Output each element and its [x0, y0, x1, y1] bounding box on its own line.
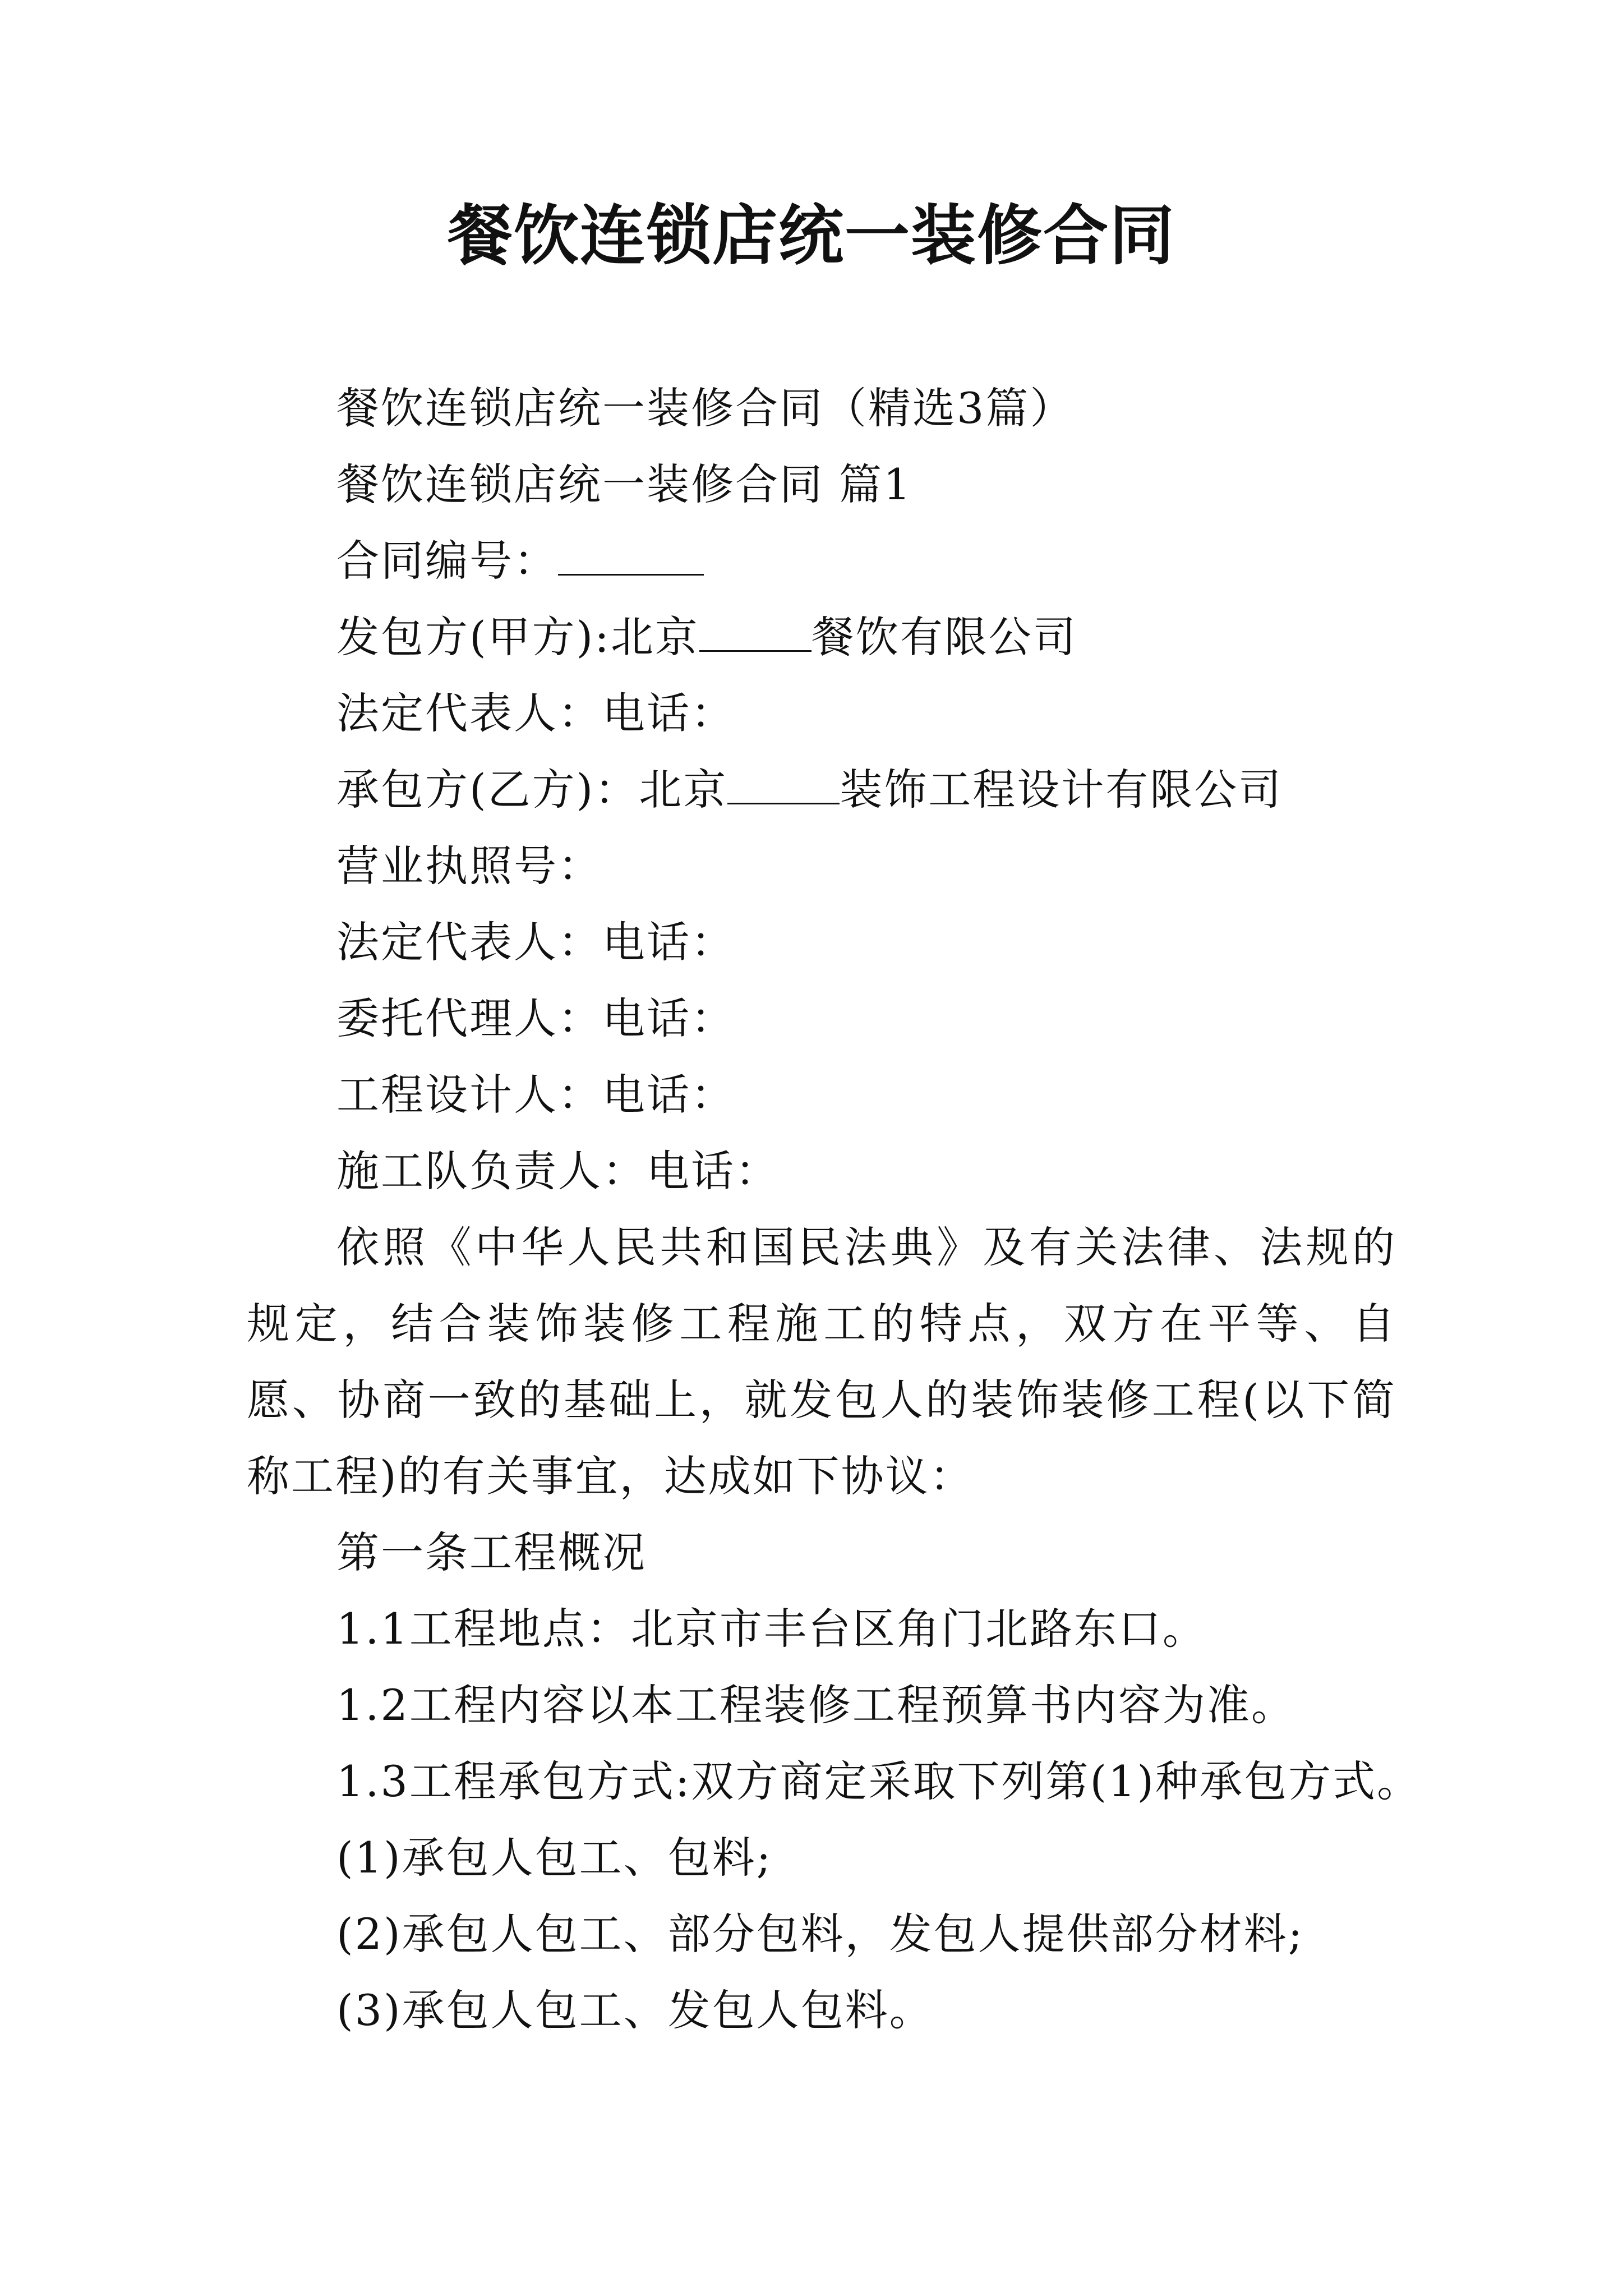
option-3: (3)承包人包工、发包人包料。: [336, 1985, 934, 2035]
item-1-2: 1.2工程内容以本工程装修工程预算书内容为准。: [336, 1680, 1295, 1730]
document-body: [247, 370, 1422, 2049]
item-1-3: 1.3工程承包方式:双方商定采取下列第(1)种承包方式。: [336, 1756, 1422, 1806]
party-a-suffix: 餐饮有限公司: [811, 612, 1077, 662]
document-subtitle: 餐饮连锁店统一装修合同（精选3篇）: [336, 383, 1075, 433]
section-heading: 餐饮连锁店统一装修合同 篇1: [336, 459, 912, 509]
contract-number-label: 合同编号：: [336, 536, 558, 586]
party-a-blank: [699, 611, 811, 652]
party-b-prefix: 承包方(乙方)：北京: [336, 765, 728, 815]
foreman-line: 施工队负责人：电话：: [336, 1146, 780, 1196]
business-license-line: 营业执照号：: [336, 841, 602, 891]
party-a-prefix: 发包方(甲方):北京: [336, 612, 699, 662]
option-1: (1)承包人包工、包料;: [336, 1833, 773, 1883]
party-b-representative: 法定代表人：电话：: [336, 917, 735, 967]
designer-line: 工程设计人：电话：: [336, 1070, 735, 1120]
party-b-suffix: 装饰工程设计有限公司: [840, 765, 1283, 815]
party-a-representative: 法定代表人：电话：: [336, 688, 735, 738]
preamble-paragraph: 依照《中华人民共和国民法典》及有关法律、法规的规定，结合装饰装修工程施工的特点，双方在平等、自愿、协商一致的基础上，就发包人的装饰装修工程(以下简称工程)的有关事宜，达成如下协议：: [247, 1222, 1396, 1501]
party-b-line: [247, 752, 1396, 828]
contract-number-blank: [558, 535, 704, 576]
agent-line: 委托代理人：电话：: [336, 993, 735, 1043]
option-2: (2)承包人包工、部分包料，发包人提供部分材料;: [336, 1909, 1304, 1959]
item-1-1: 1.1工程地点：北京市丰台区角门北路东口。: [336, 1604, 1207, 1654]
party-a-line: [247, 599, 1396, 675]
document-title: 餐饮连锁店统一装修合同: [448, 197, 1175, 274]
party-b-blank: [727, 763, 840, 804]
article-1-heading: 第一条工程概况: [336, 1527, 647, 1577]
contract-number-line: [247, 523, 1396, 599]
